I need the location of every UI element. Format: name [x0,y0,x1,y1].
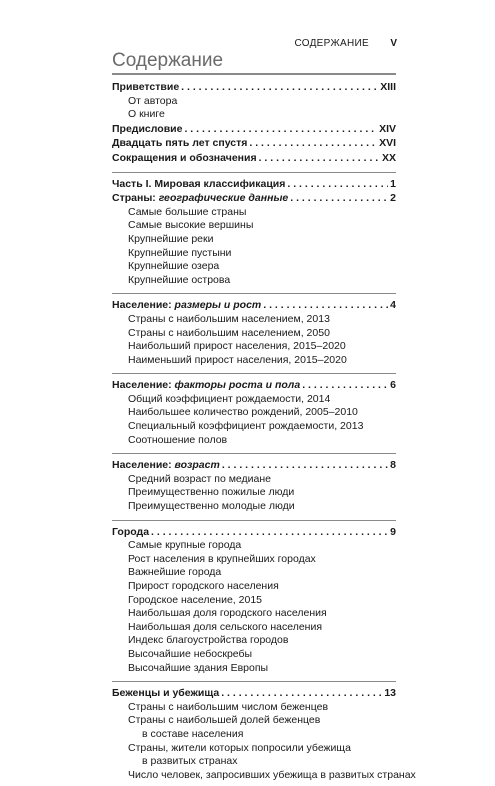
toc-subentry[interactable]: Важнейшие города [128,566,222,579]
toc-subentry[interactable]: Страны с наибольшим населением, 2050 [128,326,330,339]
dot-leader [222,458,388,473]
toc-entry-label: Часть I. Мировая классификация [112,177,286,190]
page-number: V [390,38,397,49]
toc-page-number: XIV [379,122,396,135]
toc-page-number: XIII [380,81,396,93]
toc-entry-label: Беженцы и убежища [112,687,220,700]
dot-leader [263,298,388,313]
toc-subentry[interactable]: Страны с наибольшим числом беженцев [128,700,329,713]
toc-subentry[interactable]: Наибольший прирост населения, 2015–2020 [128,340,346,353]
toc-entry[interactable] [112,136,396,151]
toc-entry-label-italic: географические данные [158,192,289,205]
toc-entry[interactable] [112,191,396,206]
toc-subentry[interactable]: Наименьший прирост населения, 2015–2020 [128,353,347,366]
toc-entry[interactable] [112,177,396,192]
toc-section [112,520,396,680]
toc-subentry[interactable]: Прирост городского населения [128,580,279,592]
toc-page-number: 13 [384,687,396,700]
toc-page-number: 6 [390,379,396,392]
dot-leader [249,136,377,151]
toc-entry[interactable] [112,525,396,540]
toc-entry-label-italic: факторы роста и пола [174,379,301,392]
toc-entry[interactable] [112,151,396,166]
dot-leader [287,177,388,192]
toc-entry-label: Сокращения и обозначения [112,151,257,164]
toc-entry[interactable] [112,80,396,95]
toc-subentry[interactable]: Индекс благоустройства городов [128,634,289,647]
toc-entry-label: Города [112,525,150,538]
toc-entry-label-italic: размеры и рост [174,299,262,312]
toc-subentry[interactable]: Самые большие страны [128,205,247,218]
toc-section [112,293,396,371]
toc-subentry[interactable]: Общий коэффициент рождаемости, 2014 [128,392,331,405]
toc-entry-label: Население: факторы роста и пола [112,379,301,392]
toc-subentry[interactable]: Страны, жители которых попросили убежища [128,741,351,754]
toc-entry-label: Население: размеры и рост [112,299,262,312]
toc-entry-label: Предисловие [112,122,183,135]
toc-page-number: XX [381,151,396,164]
toc-page-number: 8 [390,459,396,472]
toc-entry-label: Приветствие [112,81,180,93]
toc-subentry[interactable]: Преимущественно пожилые люди [128,486,295,499]
toc-subentry[interactable]: Наибольшее количество рождений, 2005–2010 [128,406,358,419]
toc-page-number: 1 [390,177,396,190]
running-head: СОДЕРЖАНИЕ [294,38,369,49]
toc-subentry[interactable]: Число человек, запросивших убежища в развитых странах [128,768,416,781]
toc-subentry[interactable]: Наибольшая доля сельского населения [128,620,323,633]
toc-subentry[interactable]: Страны с наибольшим населением, 2013 [128,312,330,325]
page-title: Содержание [112,50,224,71]
toc-entry-label: Страны: географические данные [112,192,289,205]
toc-subentry[interactable]: Крупнейшие острова [128,273,231,286]
toc-subentry[interactable]: Крупнейшие реки [128,232,214,245]
toc-subentry[interactable]: Преимущественно молодые люди [128,500,295,513]
dot-leader [151,525,388,540]
toc-entry[interactable] [112,458,396,473]
dot-leader [259,151,380,166]
toc-subentry[interactable]: Самые крупные города [128,539,242,552]
dot-leader [302,378,388,393]
toc-subentry[interactable]: Крупнейшие пустыни [128,246,232,259]
toc-subentry[interactable]: Соотношение полов [128,433,228,446]
dot-leader [181,80,378,95]
toc-page-number: XVI [379,137,396,150]
dot-leader [184,122,377,137]
toc-entry-label-italic: возраст [174,459,220,472]
toc-entry[interactable] [112,378,396,393]
toc-subentry[interactable]: Высочайшие здания Европы [128,661,269,674]
toc-subentry[interactable]: Наибольшая доля городского населения [128,607,327,620]
toc-entry-label: Население: возраст [112,459,220,472]
toc-subentry[interactable]: Высочайшие небоскребы [128,647,253,660]
toc-subentry[interactable]: Рост населения в крупнейших городах [128,552,316,565]
toc-entry[interactable] [112,298,396,313]
toc-page-number: 9 [390,525,396,538]
toc-section [112,681,416,786]
toc-subentry[interactable]: Специальный коэффициент рождаемости, 2013 [128,420,364,433]
toc-subentry[interactable]: О книге [128,108,165,121]
toc-subentry[interactable]: в составе населения [142,727,244,740]
toc-subentry[interactable]: Средний возраст по медиане [128,472,271,485]
toc-section [112,373,396,451]
toc-section [112,78,396,170]
toc-page-number: 4 [390,299,396,312]
toc-entry-label: Двадцать пять лет спустя [112,137,248,150]
toc-subentry[interactable]: Самые высокие вершины [128,219,254,232]
table-of-contents [112,78,416,786]
toc-entry[interactable] [112,122,396,137]
toc-section [112,453,396,517]
dot-leader [290,191,388,206]
toc-subentry[interactable]: Страны с наибольшей долей беженцев [128,714,321,727]
toc-page-number: 2 [390,192,396,205]
toc-section [112,172,396,292]
title-rule [112,73,396,75]
toc-subentry[interactable]: в развитых странах [142,755,238,768]
toc-subentry[interactable]: Городское население, 2015 [128,593,262,606]
toc-subentry[interactable]: От автора [128,94,178,107]
toc-subentry[interactable]: Крупнейшие озера [128,260,220,273]
